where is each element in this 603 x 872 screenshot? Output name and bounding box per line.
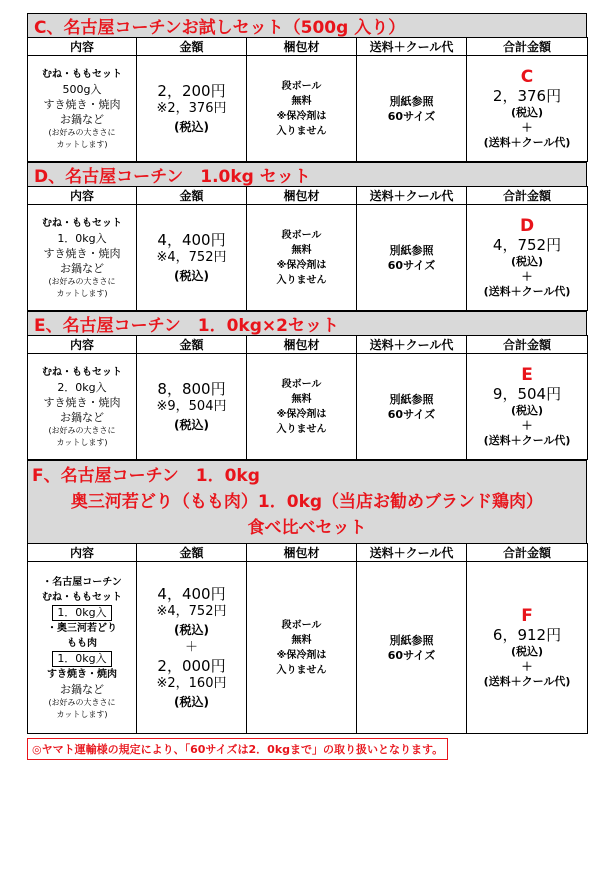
packing-line: ※保冷剤は: [276, 408, 327, 420]
shipping-line: 60サイズ: [387, 648, 436, 662]
content-cell: [28, 205, 137, 311]
price-plus: ＋: [184, 639, 198, 655]
content-line: むね・ももセット: [42, 591, 122, 603]
content-weight-box: 1．0kg入: [52, 605, 111, 621]
content-line: (お好みの大きさに: [48, 127, 116, 137]
price-cell: [137, 205, 247, 311]
header-content: 内容: [28, 38, 137, 56]
price-cell: [137, 354, 247, 460]
content-line: カットします): [56, 437, 108, 447]
content-line: すき焼き・焼肉: [43, 395, 121, 409]
packing-line: 入りません: [276, 664, 327, 676]
content-cell: [28, 562, 137, 734]
content-line: むね・ももセット: [42, 366, 122, 378]
shipping-line: 別紙参照: [389, 94, 434, 108]
total-amount: 9，504円: [492, 385, 562, 403]
total-amount: 4，752円: [492, 236, 562, 254]
header-price: 金額: [137, 38, 247, 56]
tax-label: (税込): [174, 694, 209, 709]
header-shipping: 送料＋クール代: [357, 544, 467, 562]
tax-label: (税込): [174, 417, 209, 432]
packing-line: 無料: [291, 95, 312, 107]
total-extra: (送料＋クール代): [483, 136, 571, 149]
total-cell: [467, 56, 588, 162]
total-tax: (税込): [510, 106, 544, 119]
total-cell: [467, 354, 588, 460]
shipping-cell: [357, 562, 467, 734]
price-taxed: ※4，752円: [156, 249, 227, 265]
price-taxed: ※2，376円: [156, 100, 227, 116]
total-plus: ＋: [521, 419, 533, 432]
total-letter: F: [521, 606, 533, 626]
price-value: 8，800円: [157, 379, 226, 398]
price-value: 2，000円: [157, 656, 226, 675]
total-plus: ＋: [521, 660, 533, 673]
header-content: 内容: [28, 187, 137, 205]
shipping-cell: [357, 354, 467, 460]
header-content: 内容: [28, 544, 137, 562]
shipping-line: 別紙参照: [389, 392, 434, 406]
total-amount: 2，376円: [492, 87, 562, 105]
total-extra: (送料＋クール代): [483, 285, 571, 298]
content-line: もも肉: [67, 637, 97, 649]
price-cell: [137, 56, 247, 162]
shipping-line: 60サイズ: [387, 109, 436, 123]
packing-line: 入りません: [276, 423, 327, 435]
total-tax: (税込): [510, 255, 544, 268]
content-line: 500g入: [62, 82, 102, 96]
content-line: (お好みの大きさに: [48, 425, 116, 435]
header-total: 合計金額: [467, 187, 588, 205]
header-packing: 梱包材: [247, 336, 357, 354]
content-line: カットします): [56, 709, 108, 719]
content-line: すき焼き・焼肉: [43, 246, 121, 260]
packing-line: 入りません: [276, 125, 327, 137]
packing-line: 段ボール: [281, 619, 322, 631]
price-taxed: ※9，504円: [156, 398, 227, 414]
section-title-d: D、名古屋コーチン 1.0kg セット: [27, 162, 587, 186]
content-line: むね・ももセット: [42, 217, 122, 229]
content-line: お鍋など: [60, 682, 104, 696]
content-line: ・名古屋コーチン: [42, 576, 122, 588]
content-line: すき焼き・焼肉: [47, 668, 117, 680]
shipping-cell: [357, 56, 467, 162]
content-line: カットします): [56, 139, 108, 149]
total-letter: E: [521, 365, 533, 385]
content-line: (お好みの大きさに: [48, 697, 116, 707]
header-total: 合計金額: [467, 544, 588, 562]
packing-cell: [247, 354, 357, 460]
header-total: 合計金額: [467, 38, 588, 56]
header-shipping: 送料＋クール代: [357, 187, 467, 205]
shipping-line: 60サイズ: [387, 407, 436, 421]
total-plus: ＋: [521, 121, 533, 134]
content-line: 1．0kg入: [57, 231, 107, 245]
total-extra: (送料＋クール代): [483, 434, 571, 447]
total-tax: (税込): [510, 404, 544, 417]
price-cell: [137, 562, 247, 734]
section-title-f-line3: 食べ比べセット: [247, 518, 367, 538]
packing-line: 無料: [291, 244, 312, 256]
price-taxed: ※2，160円: [156, 675, 227, 691]
total-amount: 6，912円: [492, 626, 562, 644]
tax-label: (税込): [174, 622, 209, 637]
total-cell: [467, 562, 588, 734]
shipping-line: 60サイズ: [387, 258, 436, 272]
total-letter: C: [520, 67, 534, 87]
content-line: (お好みの大きさに: [48, 276, 116, 286]
packing-line: ※保冷剤は: [276, 649, 327, 661]
packing-line: 段ボール: [281, 378, 322, 390]
content-line: ・奥三河若どり: [47, 622, 117, 634]
total-letter: D: [519, 216, 535, 236]
content-cell: [28, 354, 137, 460]
header-shipping: 送料＋クール代: [357, 336, 467, 354]
section-title-f-line2: 奥三河若どり（もも肉）1．0kg（当店お勧めブランド鶏肉）: [70, 492, 544, 512]
section-table-f: [27, 543, 588, 734]
total-tax: (税込): [510, 645, 544, 658]
packing-line: 段ボール: [281, 229, 322, 241]
content-line: むね・ももセット: [42, 68, 122, 80]
header-shipping: 送料＋クール代: [357, 38, 467, 56]
header-price: 金額: [137, 187, 247, 205]
content-weight-box: 1．0kg入: [52, 651, 111, 667]
packing-cell: [247, 562, 357, 734]
header-content: 内容: [28, 336, 137, 354]
packing-line: 段ボール: [281, 80, 322, 92]
section-title-f-line1: F、名古屋コーチン 1．0kg: [32, 466, 260, 486]
packing-line: 無料: [291, 634, 312, 646]
header-packing: 梱包材: [247, 187, 357, 205]
packing-cell: [247, 56, 357, 162]
content-line: すき焼き・焼肉: [43, 97, 121, 111]
section-table-d: [27, 186, 588, 311]
price-value: 2，200円: [157, 81, 226, 100]
shipping-cell: [357, 205, 467, 311]
price-value: 4，400円: [157, 230, 226, 249]
shipping-line: 別紙参照: [389, 243, 434, 257]
shipping-note: ◎ヤマト運輸様の規定により、「60サイズは2．0kgまで」の取り扱いとなります。: [27, 738, 448, 760]
section-title-e: E、名古屋コーチン 1．0kg×2セット: [27, 311, 587, 335]
section-table-c: [27, 37, 588, 162]
shipping-line: 別紙参照: [389, 633, 434, 647]
packing-line: 入りません: [276, 274, 327, 286]
section-table-e: [27, 335, 588, 460]
header-packing: 梱包材: [247, 38, 357, 56]
packing-line: ※保冷剤は: [276, 259, 327, 271]
total-cell: [467, 205, 588, 311]
tax-label: (税込): [174, 119, 209, 134]
header-price: 金額: [137, 336, 247, 354]
section-title-c: C、名古屋コーチンお試しセット（500g 入り）: [27, 13, 587, 37]
packing-line: 無料: [291, 393, 312, 405]
content-line: お鍋など: [60, 410, 104, 424]
content-line: お鍋など: [60, 261, 104, 275]
section-title-f: [27, 460, 587, 543]
tax-label: (税込): [174, 268, 209, 283]
price-value: 4，400円: [157, 584, 226, 603]
header-total: 合計金額: [467, 336, 588, 354]
content-line: 2．0kg入: [57, 380, 107, 394]
packing-cell: [247, 205, 357, 311]
total-plus: ＋: [521, 270, 533, 283]
price-sheet: [27, 13, 587, 760]
price-taxed: ※4，752円: [156, 603, 227, 619]
packing-line: ※保冷剤は: [276, 110, 327, 122]
header-packing: 梱包材: [247, 544, 357, 562]
header-price: 金額: [137, 544, 247, 562]
content-cell: [28, 56, 137, 162]
content-line: カットします): [56, 288, 108, 298]
total-extra: (送料＋クール代): [483, 675, 571, 688]
content-line: お鍋など: [60, 112, 104, 126]
